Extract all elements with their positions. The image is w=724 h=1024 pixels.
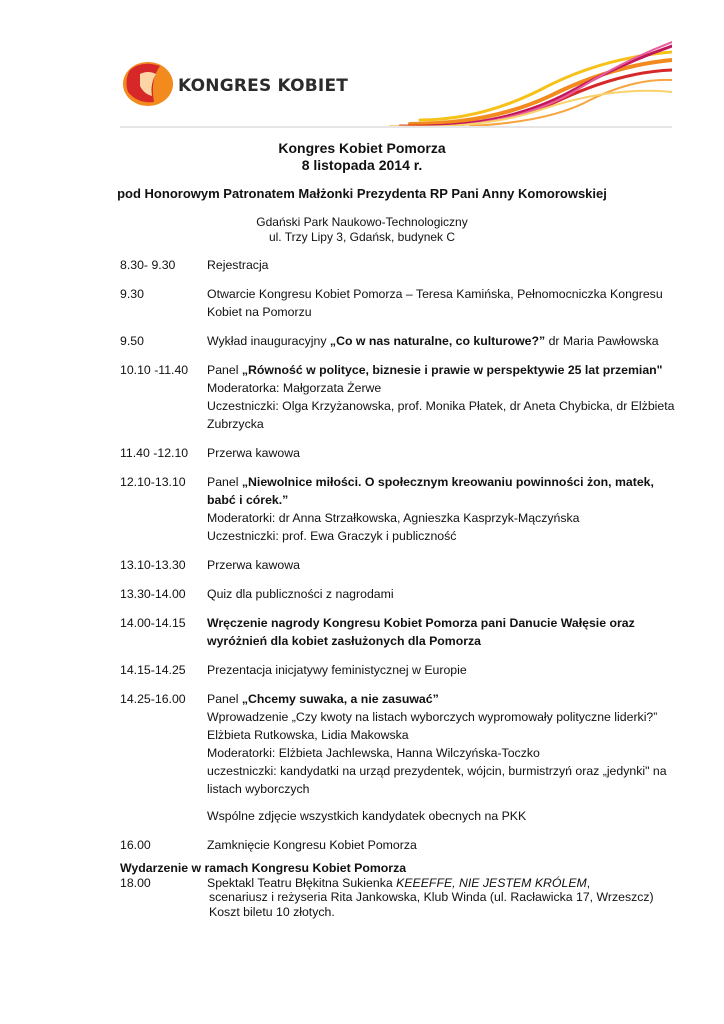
agenda-suffix: dr Maria Pawłowska: [545, 334, 659, 348]
agenda-item: [120, 361, 680, 433]
side-event-line: [207, 876, 680, 890]
agenda-text: Otwarcie Kongresu Kobiet Pomorza – Teresa Kamińska, Pełnomocniczka Kongresu Kobiet na Pomorzu: [207, 287, 663, 319]
side-event-title: Wydarzenie w ramach Kongresu Kobiet Pomorza: [120, 861, 407, 875]
agenda-item: [120, 661, 680, 679]
agenda-item: [120, 585, 680, 603]
agenda-detail: Elżbieta Rutkowska, Lidia Makowska: [207, 728, 409, 742]
ribbon-decoration-icon: [390, 42, 672, 127]
agenda-detail: Moderatorka: Małgorzata Żerwe: [207, 381, 382, 395]
side-event-prefix: Spektakl Teatru Błękitna Sukienka: [207, 876, 397, 890]
agenda-detail: Moderatorki: dr Anna Strzałkowska, Agnieszka Kasprzyk-Mączyńska: [207, 511, 580, 525]
agenda-item: [120, 444, 680, 462]
agenda-list: [120, 256, 680, 865]
page-title: Kongres Kobiet Pomorza: [278, 140, 446, 156]
agenda-item: [120, 256, 680, 274]
venue-name: Gdański Park Naukowo-Technologiczny: [256, 215, 468, 229]
side-event-time: 18.00: [120, 876, 151, 890]
agenda-time: 14.15-14.25: [120, 663, 186, 677]
event-date: 8 listopada 2014 r.: [301, 157, 423, 173]
agenda-text: [207, 361, 680, 433]
agenda-prefix: Panel: [207, 475, 242, 489]
agenda-detail: Uczestniczki: prof. Ewa Graczyk i publiczność: [207, 529, 457, 543]
logo-text: KONGRES KOBIET: [178, 76, 349, 96]
agenda-time: 14.25-16.00: [120, 692, 186, 706]
agenda-time: 14.00-14.15: [120, 616, 186, 630]
agenda-text: [207, 690, 680, 825]
side-event-credits: scenariusz i reżyseria Rita Jankowska, Klub Winda (ul. Racławicka 17, Wrzeszcz): [209, 890, 654, 904]
agenda-text: Zamknięcie Kongresu Kobiet Pomorza: [207, 838, 417, 852]
agenda-text: Prezentacja inicjatywy feministycznej w Europie: [207, 663, 467, 677]
agenda-text: Przerwa kawowa: [207, 558, 300, 572]
agenda-detail: Uczestniczki: Olga Krzyżanowska, prof. Monika Płatek, dr Aneta Chybicka, dr Elżbieta Zubrzycka: [207, 399, 675, 431]
side-event-suffix: ,: [586, 876, 591, 890]
agenda-item: [120, 332, 680, 350]
agenda-time: 16.00: [120, 838, 151, 852]
agenda-time: 9.30: [120, 287, 144, 301]
agenda-time: 11.40 -12.10: [120, 446, 189, 460]
agenda-bold-title: „Niewolnice miłości. O społecznym kreowaniu powinności żon, matek, babć i córek.”: [207, 475, 654, 507]
agenda-heading: [207, 473, 680, 509]
agenda-prefix: Panel: [207, 692, 242, 706]
agenda-bold-title: „Równość w polityce, biznesie i prawie w perspektywie 25 lat przemian": [241, 363, 663, 377]
header-banner: [120, 40, 672, 128]
agenda-time: 8.30- 9.30: [120, 258, 176, 272]
agenda-time: 13.10-13.30: [120, 558, 186, 572]
agenda-detail: uczestniczki: kandydatki na urząd prezydentek, wójcin, burmistrzyń oraz „jedynki" na listach wyborczych: [207, 764, 667, 796]
agenda-note: Wspólne zdjęcie wszystkich kandydatek obecnych na PKK: [207, 809, 527, 823]
agenda-item: [120, 556, 680, 574]
agenda-time: 12.10-13.10: [120, 475, 186, 489]
header-divider: [120, 126, 672, 128]
side-event-play-title: KEEEFFE, NIE JESTEM KRÓLEM: [396, 876, 587, 890]
agenda-detail: Wprowadzenie „Czy kwoty na listach wyborczych wypromowały polityczne liderki?”: [207, 710, 658, 724]
agenda-prefix: Panel: [207, 363, 242, 377]
agenda-time: 10.10 -11.40: [120, 363, 189, 377]
agenda-item: [120, 614, 680, 650]
agenda-detail: Moderatorki: Elżbieta Jachlewska, Hanna Wilczyńska-Toczko: [207, 746, 540, 760]
logo-mark-icon: [123, 62, 173, 106]
agenda-time: 13.30-14.00: [120, 587, 186, 601]
agenda-text: Rejestracja: [207, 258, 269, 272]
patronage-line: pod Honorowym Patronatem Małżonki Prezydenta RP Pani Anny Komorowskiej: [117, 186, 607, 201]
agenda-heading: [207, 690, 680, 708]
agenda-text: Przerwa kawowa: [207, 446, 300, 460]
agenda-item: [120, 473, 680, 545]
agenda-bold-title: Wręczenie nagrody Kongresu Kobiet Pomorza pani Danucie Wałęsie oraz wyróżnień dla kobiet zasłużonych dla Pomorza: [207, 616, 635, 648]
side-event: [120, 861, 680, 920]
agenda-text: [207, 332, 680, 350]
venue-address: ul. Trzy Lipy 3, Gdańsk, budynek C: [268, 230, 456, 244]
agenda-text: Quiz dla publiczności z nagrodami: [207, 587, 394, 601]
agenda-item: [120, 690, 680, 825]
agenda-time: 9.50: [120, 334, 144, 348]
agenda-text: [207, 473, 680, 545]
agenda-item: [120, 285, 680, 321]
side-event-price: Koszt biletu 10 złotych.: [209, 905, 335, 919]
agenda-bold-title: „Chcemy suwaka, a nie zasuwać”: [241, 692, 439, 706]
agenda-bold-title: „Co w nas naturalne, co kulturowe?”: [329, 334, 546, 348]
agenda-prefix: Wykład inauguracyjny: [207, 334, 330, 348]
agenda-item: [120, 836, 680, 854]
side-event-row: [120, 876, 680, 890]
agenda-heading: [207, 361, 680, 379]
